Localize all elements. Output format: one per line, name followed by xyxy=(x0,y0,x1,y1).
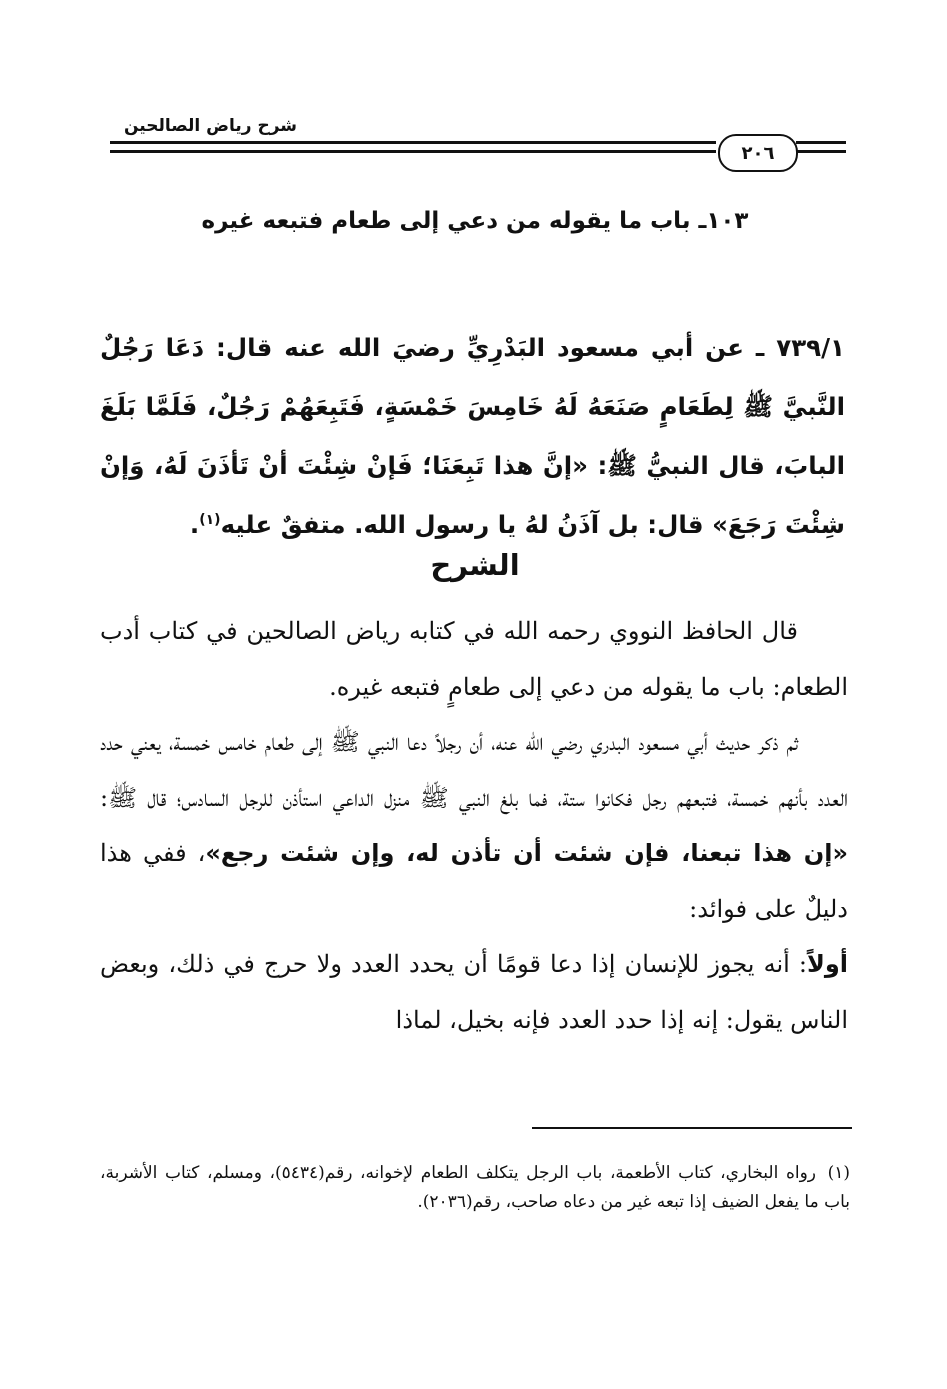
hadith-text xyxy=(100,318,845,554)
header-rule-left-top xyxy=(796,141,846,144)
prophet-quote: «إن هذا تبعنا، فإن شئت أن تأذن له، وإن شئت رجع» xyxy=(205,839,848,867)
commentary-paragraph-2 xyxy=(100,715,848,937)
point-text: : أنه يجوز للإنسان إذا دعا قومًا أن يحدد العدد ولا حرج في ذلك، وبعض الناس يقول: إنه إذا حدد العدد فإنه بخيل، لماذا xyxy=(100,950,848,1034)
running-title: شرح رياض الصالحين xyxy=(123,116,297,136)
page-number: ٢٠٦ xyxy=(718,134,798,172)
footnote xyxy=(100,1159,850,1217)
footnote-separator xyxy=(532,1127,852,1129)
commentary-paragraph-3 xyxy=(100,937,848,1048)
commentary-p2-start: ثم ذكر حديث أبي مسعود البدري رضي الله عنه، أن رجلاً دعا النبي ﷺ إلى طعام خامس خمسة، يعني حدد العدد بأنهم خمسة، فتبعهم رجل فكانوا ستة، فما بلغ النبي ﷺ منزل الداعي استأذن للرجل السادس؛ قال ﷺ: xyxy=(100,728,848,812)
hadith-body: ٧٣٩/١ ـ عن أبي مسعود البَدْرِيِّ رضيَ الله عنه قال: دَعَا رَجُلٌ النَّبيَّ ﷺ لِطَعَامٍ صَنَعَهُ لَهُ خَامِسَ خَمْسَةٍ، فَتَبِعَهُمْ رَجُلٌ، فَلَمَّا بَلَغَ البابَ، قال النبيُّ ﷺ: «إنَّ هذا تَبِعَنَا؛ فَإنْ شِئْتَ أنْ تَأذَنَ لَهُ، وَإنْ شِئْتَ رَجَعَ» قال: بل آذَنُ لهُ يا رسول الله. متفقٌ عليه xyxy=(100,333,845,539)
commentary xyxy=(100,604,848,1048)
hadith-end: . xyxy=(189,510,200,539)
section-heading: الشرح xyxy=(430,548,520,582)
commentary-p2-end: ، ففي هذا دليلٌ على فوائد: xyxy=(100,839,848,923)
footnote-reference: (١) xyxy=(199,511,221,528)
header-rule-bottom xyxy=(110,150,716,153)
commentary-paragraph-1: قال الحافظ النووي رحمه الله في كتابه رياض الصالحين في كتاب أدب الطعام: باب ما يقوله من دعي إلى طعامٍ فتبعه غيره. xyxy=(100,617,848,701)
point-label: أولاً xyxy=(806,950,848,978)
header-rule-top xyxy=(110,141,716,144)
footnote-text: رواه البخاري، كتاب الأطعمة، باب الرجل يتكلف الطعام لإخوانه، رقم(٥٤٣٤)، ومسلم، كتاب الأشربة، باب ما يفعل الضيف إذا تبعه غير من دعاه صاحب، رقم(٢٠٣٦). xyxy=(100,1163,850,1212)
footnote-number: (١) xyxy=(827,1163,850,1183)
chapter-title: ١٠٣ـ باب ما يقوله من دعي إلى طعام فتبعه غيره xyxy=(201,208,749,234)
header-rule-left-bottom xyxy=(796,150,846,153)
